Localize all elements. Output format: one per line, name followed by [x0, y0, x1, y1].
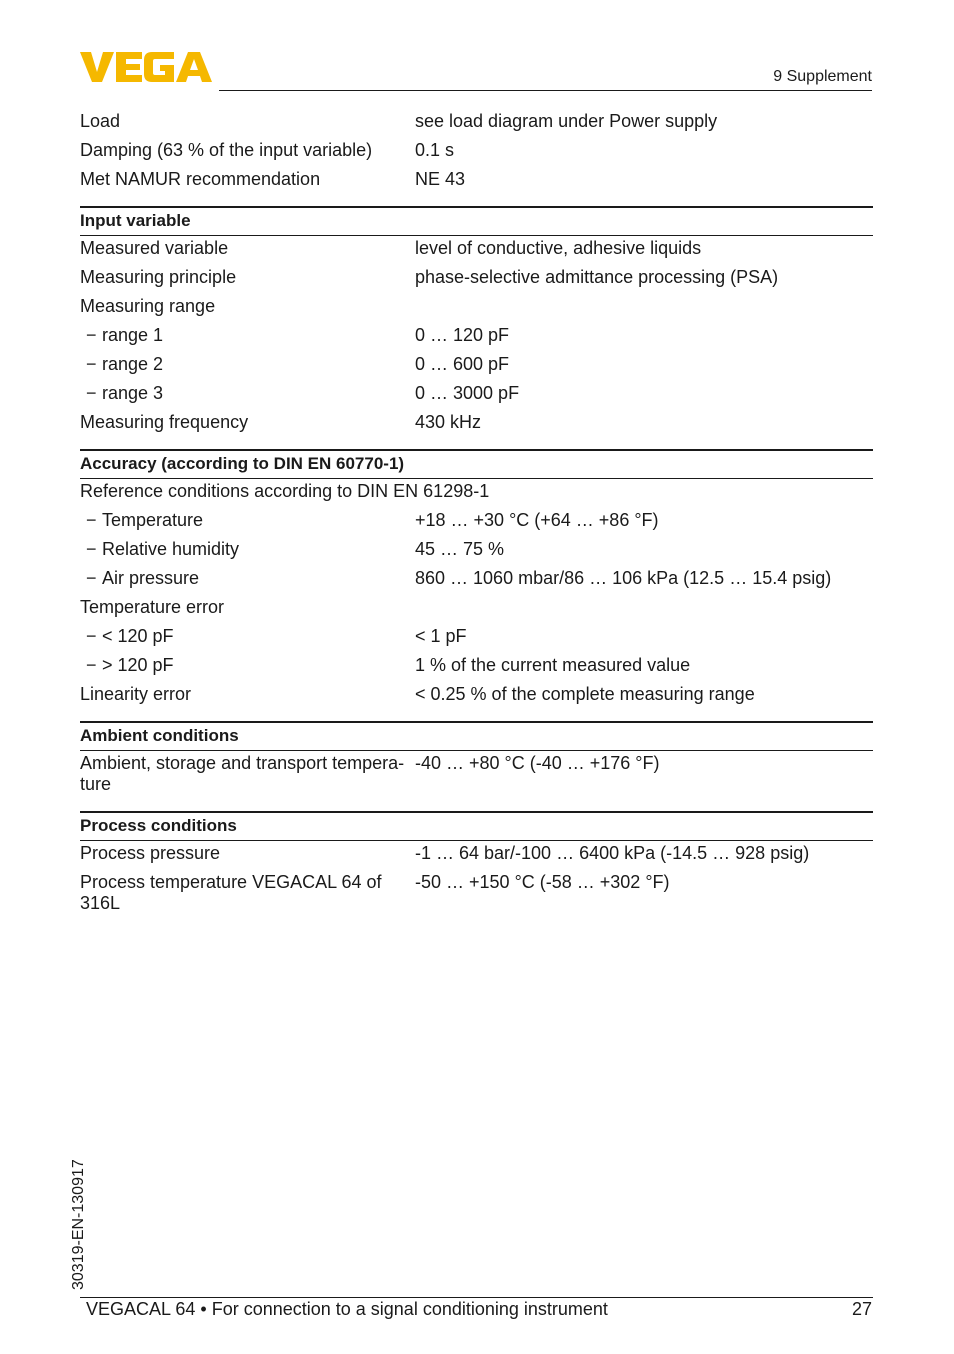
page-number: 27: [851, 1299, 872, 1319]
spec-subrow: − Air pressure 860 … 1060 mbar/86 … 106 kPa (12.5 … 15.4 psig): [86, 568, 832, 588]
spec-row: Measuring frequency 430 kHz: [80, 412, 482, 432]
spec-subrow: − Relative humidity 45 … 75 %: [86, 539, 505, 559]
spec-subrow: − range 3 0 … 3000 pF: [86, 383, 520, 403]
spec-row: Process temperature VEGACAL 64 of 316L -50 … +150 °C (-58 … +302 °F): [80, 872, 670, 913]
document-code: 30319-EN-130917: [70, 1159, 87, 1290]
spec-row: Ambient, storage and transport tempera- ture -40 … +80 °C (-40 … +176 °F): [80, 753, 660, 794]
section-heading-process: Process conditions: [80, 811, 873, 841]
spec-content: [80, 111, 873, 914]
section-heading-accuracy: Accuracy (according to DIN EN 60770-1): [80, 449, 873, 479]
spec-subrow: − < 120 pF < 1 pF: [86, 626, 467, 646]
spec-row-namur: Met NAMUR recommendation NE 43: [80, 169, 466, 189]
spec-row: Temperature error: [80, 597, 225, 617]
spec-subrow: − range 2 0 … 600 pF: [86, 354, 510, 374]
header-rule: [219, 90, 872, 91]
spec-row: Linearity error < 0.25 % of the complete measuring range: [80, 684, 755, 704]
spec-row-damping: Damping (63 % of the input variable) 0.1 s: [80, 140, 455, 160]
spec-row: Measured variable level of conductive, adhesive liquids: [80, 238, 702, 258]
footer-title: VEGACAL 64 • For connection to a signal conditioning instrument: [86, 1299, 608, 1319]
spec-row: Reference conditions according to DIN EN 61298-1: [80, 481, 490, 501]
spec-subrow: − range 1 0 … 120 pF: [86, 325, 510, 345]
vega-logo: [80, 50, 212, 84]
section-label: 9 Supplement: [773, 68, 872, 85]
spec-row: Process pressure -1 … 64 bar/-100 … 6400 kPa (-14.5 … 928 psig): [80, 843, 810, 863]
spec-subrow: − > 120 pF 1 % of the current measured value: [86, 655, 691, 675]
spec-row-load: Load see load diagram under Power supply: [80, 111, 718, 131]
spec-row: Measuring principle phase-selective admittance processing (PSA): [80, 267, 779, 287]
section-heading-ambient: Ambient conditions: [80, 721, 873, 751]
spec-row: Measuring range: [80, 296, 216, 316]
section-heading-input-variable: Input variable: [80, 206, 873, 236]
spec-subrow: − Temperature +18 … +30 °C (+64 … +86 °F): [86, 510, 659, 530]
